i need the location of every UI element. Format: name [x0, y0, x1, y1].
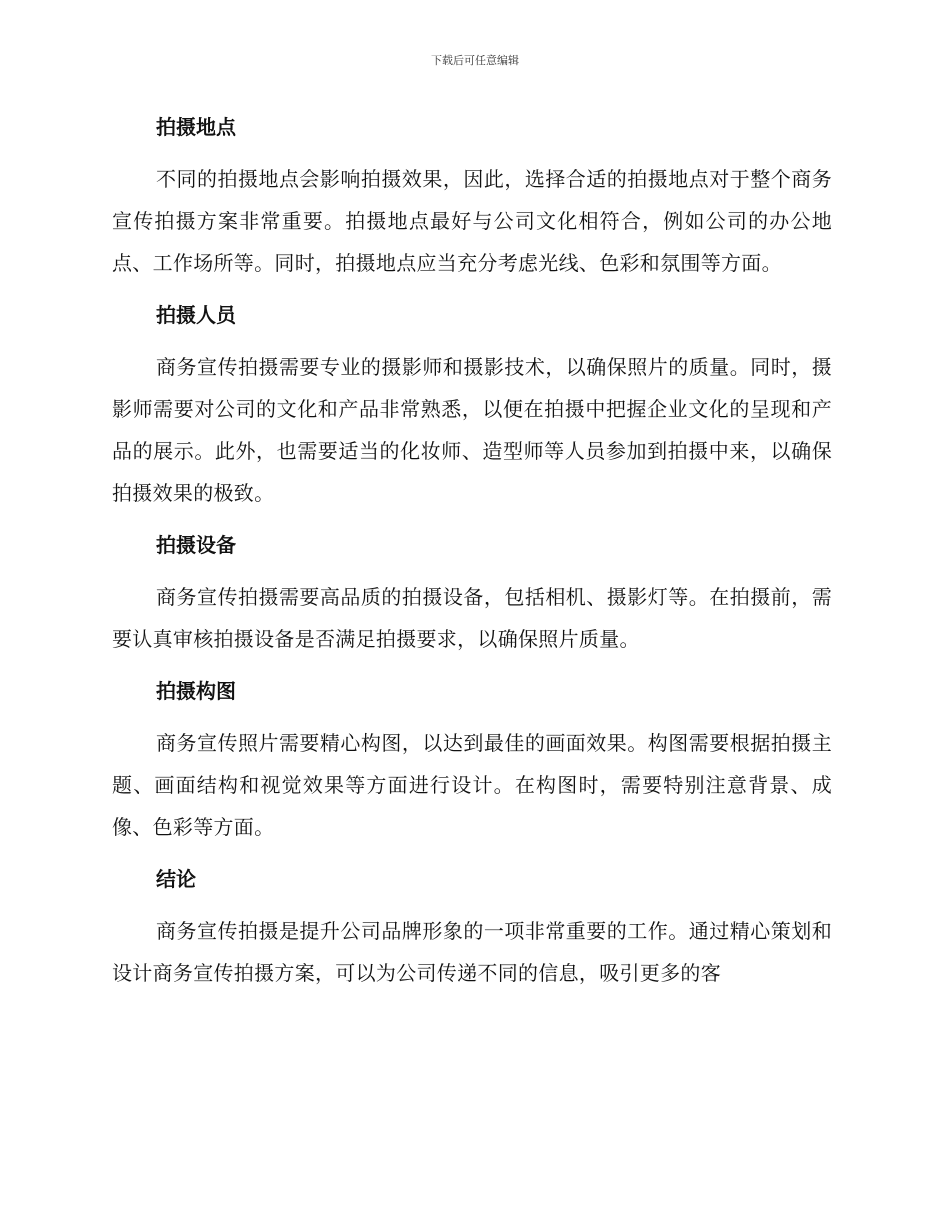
section-location	[112, 106, 832, 284]
section-paragraph: 不同的拍摄地点会影响拍摄效果，因此，选择合适的拍摄地点对于整个商务宣传拍摄方案非常重要。拍摄地点最好与公司文化相符合，例如公司的办公地点、工作场所等。同时，拍摄地点应当充分考虑光线、色彩和氛围等方面。	[112, 167, 832, 275]
section-heading: 拍摄设备	[156, 533, 236, 557]
section-heading: 拍摄构图	[156, 679, 236, 703]
section-equipment	[112, 524, 832, 660]
section-paragraph: 商务宣传照片需要精心构图，以达到最佳的画面效果。构图需要根据拍摄主题、画面结构和视觉效果等方面进行设计。在构图时，需要特别注意背景、成像、色彩等方面。	[112, 731, 832, 839]
section-paragraph: 商务宣传拍摄是提升公司品牌形象的一项非常重要的工作。通过精心策划和设计商务宣传拍摄方案，可以为公司传递不同的信息，吸引更多的客	[112, 919, 832, 985]
page-header: 下载后可任意编辑	[431, 54, 519, 67]
section-conclusion	[112, 858, 832, 994]
section-composition	[112, 670, 832, 848]
section-heading: 拍摄人员	[156, 303, 236, 327]
section-paragraph: 商务宣传拍摄需要高品质的拍摄设备，包括相机、摄影灯等。在拍摄前，需要认真审核拍摄设备是否满足拍摄要求，以确保照片质量。	[112, 585, 832, 651]
section-heading: 结论	[156, 867, 196, 891]
section-personnel	[112, 294, 832, 514]
section-paragraph: 商务宣传拍摄需要专业的摄影师和摄影技术，以确保照片的质量。同时，摄影师需要对公司的文化和产品非常熟悉，以便在拍摄中把握企业文化的呈现和产品的展示。此外，也需要适当的化妆师、造型师等人员参加到拍摄中来，以确保拍摄效果的极致。	[112, 355, 832, 505]
document-body	[112, 106, 832, 1004]
section-heading: 拍摄地点	[156, 115, 236, 139]
